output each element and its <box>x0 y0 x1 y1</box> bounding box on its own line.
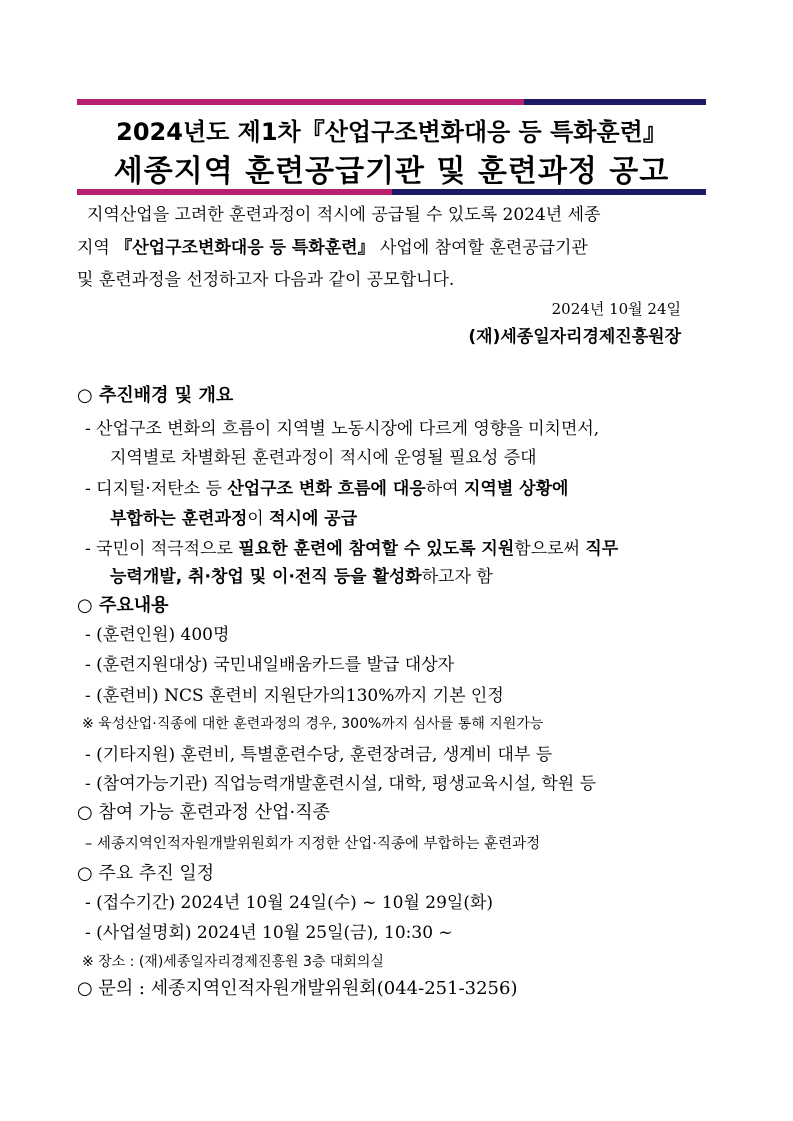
emphasis: 부합하는 훈련과정 <box>110 509 248 529</box>
emphasis: 필요한 훈련에 참여할 수 있도록 지원 <box>238 539 515 559</box>
list-item-continued <box>110 565 493 589</box>
title-line-1: 2024년도 제1차『산업구조변화대응 등 특화훈련』 <box>116 118 667 146</box>
header-bottom-bar <box>77 189 706 195</box>
list-item <box>85 537 618 561</box>
text: 함으로써 <box>514 539 586 559</box>
emphasis: 직무 <box>585 539 619 559</box>
list-item-continued: 지역별로 차별화된 훈련과정이 적시에 운영될 필요성 증대 <box>110 448 537 468</box>
intro-line-1: 지역산업을 고려한 훈련과정이 적시에 공급될 수 있도록 2024년 세종 <box>87 205 601 225</box>
section-heading-background: ○ 추진배경 및 개요 <box>77 385 234 406</box>
intro-text: 지역 <box>77 238 116 258</box>
list-item: - (기타지원) 훈련비, 특별훈련수당, 훈련장려금, 생계비 대부 등 <box>85 745 553 765</box>
text: - 디지털·저탄소 등 <box>85 479 228 499</box>
bar-segment-pink <box>77 99 524 105</box>
list-item: - (훈련비) NCS 훈련비 지원단가의130%까지 기본 인정 <box>85 686 504 706</box>
text: 이 <box>247 509 270 529</box>
list-item: – 세종지역인적자원개발위원회가 지정한 산업·직종에 부합하는 훈련과정 <box>85 836 541 852</box>
list-item: - (사업설명회) 2024년 10월 25일(금), 10:30 ~ <box>85 923 453 943</box>
issuing-organization: (재)세종일자리경제진흥원장 <box>468 327 681 347</box>
title-line-2: 세종지역 훈련공급기관 및 훈련과정 공고 <box>113 154 670 189</box>
bar-segment-navy <box>524 99 706 105</box>
intro-line-2 <box>77 236 588 260</box>
program-name: 『산업구조변화대응 등 특화훈련』 <box>115 238 375 258</box>
announcement-date: 2024년 10월 24일 <box>551 300 681 318</box>
emphasis: 산업구조 변화 흐름에 대응 <box>227 479 426 499</box>
intro-text: 사업에 참여할 훈련공급기관 <box>374 238 588 258</box>
text: - 국민이 적극적으로 <box>85 539 239 559</box>
emphasis: 적시에 공급 <box>269 509 358 529</box>
list-item: - (참여가능기관) 직업능력개발훈련시설, 대학, 평생교육시설, 학원 등 <box>85 774 597 794</box>
note: ※ 육성산업·직종에 대한 훈련과정의 경우, 300%까지 심사를 통해 지원가능 <box>82 716 544 732</box>
list-item-continued <box>110 507 357 531</box>
bar-segment-pink <box>77 189 392 195</box>
list-item <box>85 477 568 501</box>
emphasis: 능력개발, 취·창업 및 이·전직 등을 활성화 <box>110 567 422 587</box>
emphasis: 지역별 상황에 <box>463 479 569 499</box>
header-top-bar <box>77 99 706 105</box>
section-heading-schedule: ○ 주요 추진 일정 <box>77 863 215 884</box>
note: ※ 장소 : (재)세종일자리경제진흥원 3층 대회의실 <box>82 954 384 970</box>
list-item: - (접수기간) 2024년 10월 24일(수) ~ 10월 29일(화) <box>85 893 494 913</box>
list-item: - (훈련지원대상) 국민내일배움카드를 발급 대상자 <box>85 655 455 675</box>
section-heading-eligible-fields: ○ 참여 가능 훈련과정 산업·직종 <box>77 802 330 823</box>
list-item: - (훈련인원) 400명 <box>85 625 230 645</box>
text: 하고자 함 <box>421 567 493 587</box>
text: 하여 <box>425 479 464 499</box>
list-item: - 산업구조 변화의 흐름이 지역별 노동시장에 다르게 영향을 미치면서, <box>85 419 600 439</box>
section-heading-main-content: ○ 주요내용 <box>77 595 169 616</box>
contact-info: ○ 문의 : 세종지역인적자원개발위원회(044-251-3256) <box>77 978 518 999</box>
intro-line-3: 및 훈련과정을 선정하고자 다음과 같이 공모합니다. <box>77 270 455 290</box>
bar-segment-navy <box>392 189 706 195</box>
